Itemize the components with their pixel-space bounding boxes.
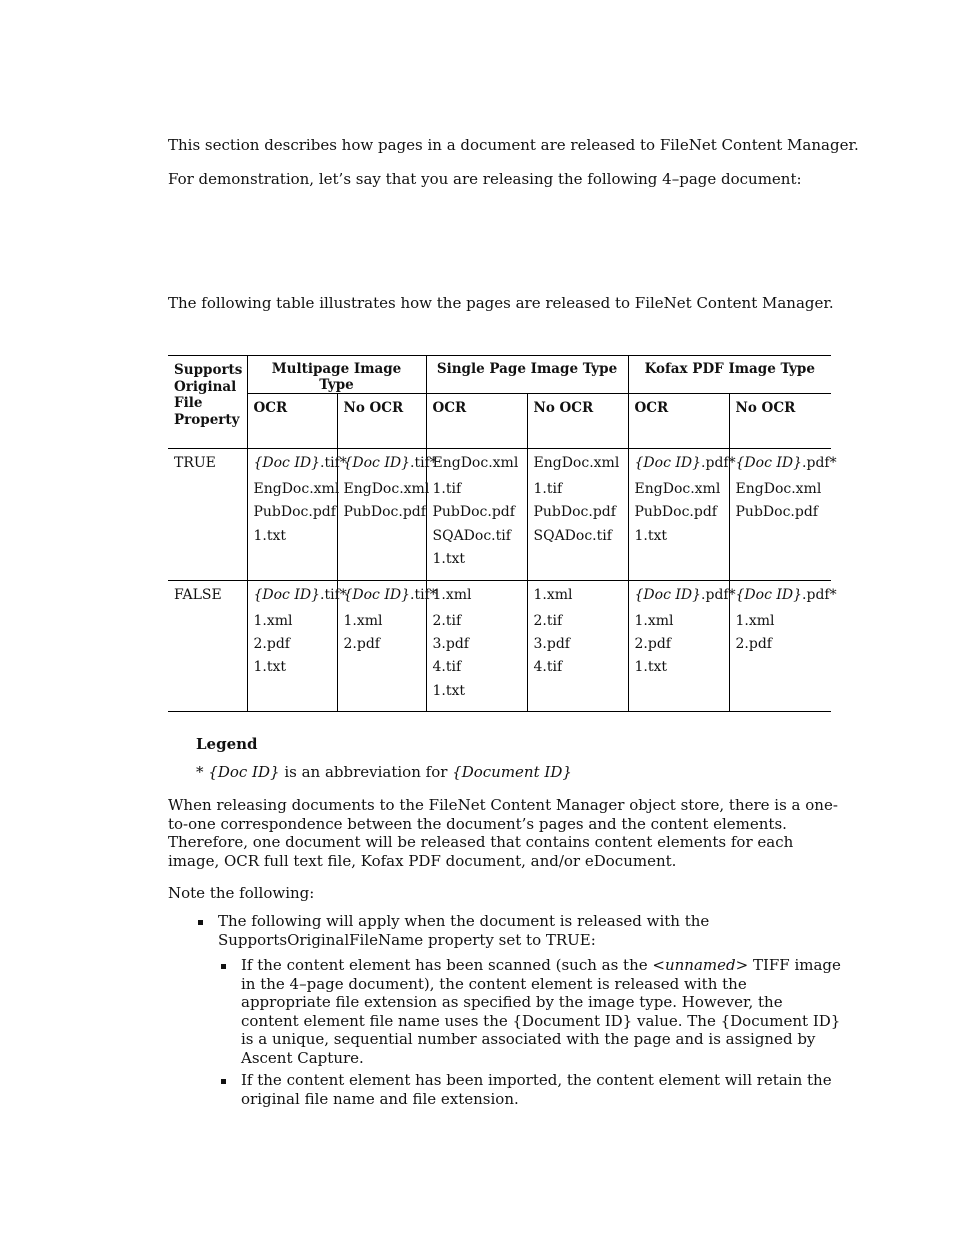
table-cell (628, 580, 736, 712)
table-cell (527, 449, 628, 581)
cell-line: PubDoc.pdf (735, 504, 818, 521)
legend-title: Legend (196, 735, 258, 753)
table-cell (247, 449, 347, 581)
cell-line: 1.xml (735, 612, 775, 629)
cell-line: 3.pdf (432, 636, 469, 653)
table-row (168, 449, 831, 581)
cell-line: EngDoc.xml (735, 481, 822, 497)
subheader-no-ocr: No OCR (337, 394, 426, 449)
group-header-single-page: Single Page Image Type (426, 356, 628, 394)
cell-line: SQADoc.tif (533, 527, 612, 544)
cell-first-line: {Doc ID}.tif* (343, 455, 437, 471)
intro-paragraph-1: This section describes how pages in a document are released to FileNet Content Manager. (168, 136, 859, 154)
sub-bullet-list (241, 956, 841, 1112)
table-cell (729, 580, 837, 712)
cell-line: 2.pdf (253, 636, 290, 653)
cell-line: 1.txt (253, 659, 287, 676)
subheader-no-ocr: No OCR (729, 394, 831, 449)
sub-bullet-item: If the content element has been imported, the content element will retain the original file name and file extension. (241, 1071, 841, 1108)
release-table (168, 355, 837, 712)
intro-paragraph-2: For demonstration, let’s say that you are releasing the following 4–page document: (168, 170, 802, 188)
cell-line: 1.tif (533, 481, 563, 497)
cell-line: PubDoc.pdf (253, 504, 336, 521)
cell-line: 1.xml (634, 612, 674, 629)
cell-line: 2.tif (533, 612, 563, 629)
cell-first-line: EngDoc.xml (432, 455, 519, 471)
cell-line: EngDoc.xml (634, 481, 721, 497)
square-bullet-icon (221, 964, 226, 969)
cell-first-line: {Doc ID}.pdf* (735, 586, 837, 603)
cell-line: EngDoc.xml (343, 481, 430, 497)
row-label: FALSE (174, 586, 222, 603)
table-cell (426, 580, 527, 712)
body-paragraph: When releasing documents to the FileNet Content Manager object store, there is a one-to-one correspondence between the document’s pages and the content elements. Therefore, one document will be released that contains content elements for each image, OCR full text file, Kofax PDF document, and/or eDocument. (168, 796, 838, 870)
subheader-ocr: OCR (628, 394, 729, 449)
cell-line: 1.txt (253, 527, 287, 544)
cell-line: 1.txt (634, 659, 668, 676)
cell-line: PubDoc.pdf (634, 504, 717, 521)
note-heading: Note the following: (168, 884, 315, 902)
square-bullet-icon (221, 1079, 226, 1084)
bullet-item: The following will apply when the document is released with the SupportsOriginalFileName property set to TRUE: (218, 912, 838, 949)
cell-line: 2.pdf (343, 636, 380, 653)
row-label: TRUE (174, 455, 216, 471)
table-row (168, 580, 831, 712)
cell-line: PubDoc.pdf (533, 504, 616, 521)
cell-line: 2.pdf (634, 636, 671, 653)
cell-line: EngDoc.xml (253, 481, 340, 497)
sub-bullet-item: If the content element has been scanned (such as the <unnamed> TIFF image in the 4–page document), the content element is released with the appropriate file extension as specified by the image type. However, the content element file name uses the {Document ID} value. The {Document ID} is a unique, sequential number associated with the page and is assigned by Ascent Capture. (241, 956, 841, 1067)
table-cell (337, 580, 437, 712)
legend-text: * {Doc ID} is an abbreviation for {Document ID} (196, 763, 572, 781)
row-header-label: Supports Original File Property (168, 356, 247, 449)
cell-line: SQADoc.tif (432, 527, 511, 544)
table-cell (426, 449, 527, 581)
square-bullet-icon (198, 920, 203, 925)
cell-first-line: {Doc ID}.tif* (253, 455, 347, 471)
cell-line: 1.xml (253, 612, 293, 629)
table-cell (527, 580, 628, 712)
cell-line: 2.tif (432, 612, 462, 629)
cell-line: 1.xml (343, 612, 383, 629)
cell-first-line: EngDoc.xml (533, 455, 620, 471)
cell-first-line: {Doc ID}.tif* (343, 586, 437, 603)
group-header-kofax-pdf: Kofax PDF Image Type (628, 356, 831, 394)
cell-first-line: {Doc ID}.tif* (253, 586, 347, 603)
cell-line: 4.tif (432, 659, 462, 676)
cell-first-line: 1.xml (432, 586, 472, 603)
cell-first-line: 1.xml (533, 586, 573, 603)
cell-first-line: {Doc ID}.pdf* (634, 586, 736, 603)
cell-first-line: {Doc ID}.pdf* (634, 455, 736, 471)
subheader-no-ocr: No OCR (527, 394, 628, 449)
bullet-list (218, 912, 838, 949)
cell-line: PubDoc.pdf (343, 504, 426, 521)
table-cell (247, 580, 347, 712)
intro-paragraph-3: The following table illustrates how the pages are released to FileNet Content Manager. (168, 294, 834, 312)
subheader-ocr: OCR (247, 394, 337, 449)
cell-line: 1.txt (432, 551, 466, 568)
group-header-multipage: Multipage Image Type (247, 356, 426, 394)
cell-first-line: {Doc ID}.pdf* (735, 455, 837, 471)
cell-line: 1.txt (432, 682, 466, 699)
cell-line: 1.txt (634, 527, 668, 544)
table-cell (337, 449, 437, 581)
cell-line: PubDoc.pdf (432, 504, 515, 521)
table-cell (628, 449, 736, 581)
cell-line: 4.tif (533, 659, 563, 676)
table-cell (729, 449, 837, 581)
cell-line: 1.tif (432, 481, 462, 497)
subheader-ocr: OCR (426, 394, 527, 449)
cell-line: 3.pdf (533, 636, 570, 653)
cell-line: 2.pdf (735, 636, 772, 653)
